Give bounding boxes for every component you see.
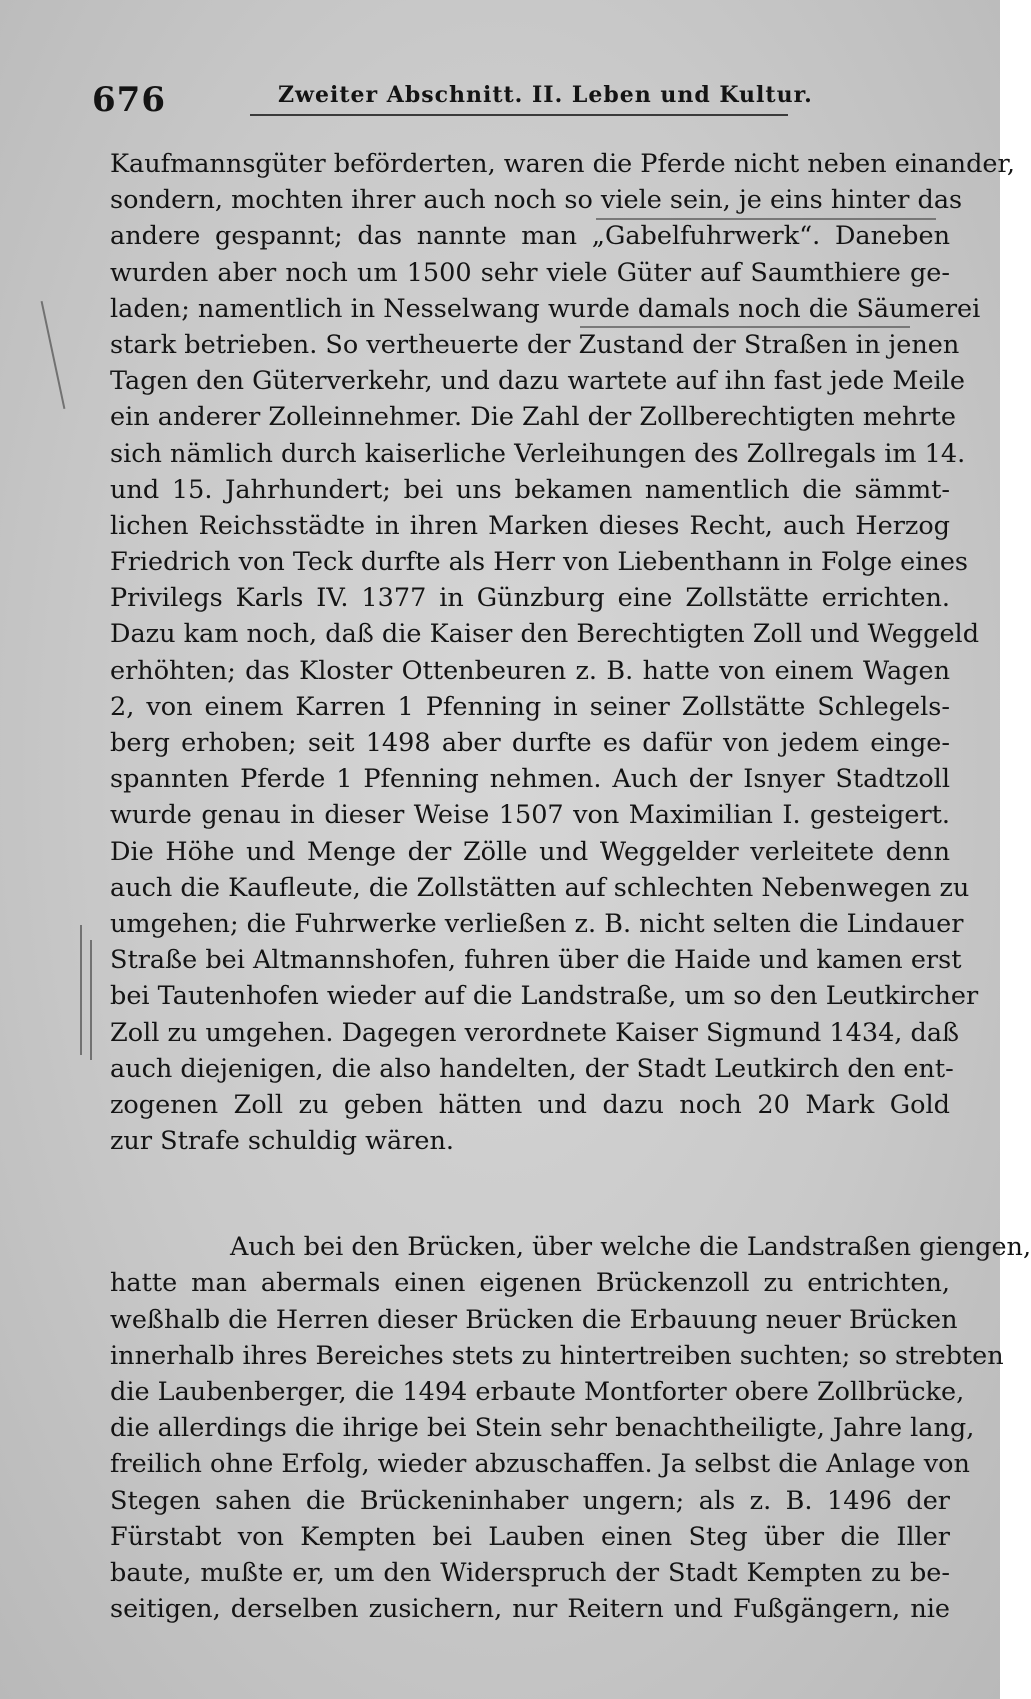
text-line: stark betrieben. So vertheuerte der Zustand der Straßen in jenen [110,329,960,360]
text-line: Stegen sahen die Brückeninhaber ungern; als z. B. 1496 der [110,1485,950,1516]
page-number: 676 [92,80,166,120]
margin-pencil-mark [41,301,66,409]
paragraph [110,1229,1031,1627]
text-line: berg erhoben; seit 1498 aber durfte es dafür von jedem einge- [110,728,950,758]
text-line: auch diejenigen, die also handelten, der Stadt Leutkirch den ent- [110,1053,954,1084]
text-line: weßhalb die Herren dieser Brücken die Erbauung neuer Brücken [110,1304,958,1335]
text-line: spannten Pferde 1 Pfenning nehmen. Auch der Isnyer Stadtzoll [110,764,950,795]
text-line: Friedrich von Teck durfte als Herr von Liebenthann in Folge eines [110,547,969,578]
margin-pencil-mark [90,940,92,1060]
text-line: baute, mußte er, um den Widerspruch der Stadt Kempten zu be- [110,1557,950,1588]
paragraph-gap [110,1159,950,1229]
text-line: sich nämlich durch kaiserliche Verleihungen des Zollregals im 14. [110,438,966,469]
text-line: und 15. Jahrhundert; bei uns bekamen namentlich die sämmt- [110,474,950,505]
text-line: bei Tautenhofen wieder auf die Landstraße, um so den Leutkircher [110,981,979,1012]
running-head: Zweiter Abschnitt. II. Leben und Kultur. [278,82,813,108]
paragraph [110,146,1015,1159]
text-line: 2, von einem Karren 1 Pfenning in seiner Zollstätte Schlegels- [110,691,950,722]
text-line: Die Höhe und Menge der Zölle und Weggelder verleitete denn [110,836,950,867]
text-line: Straße bei Altmannshofen, fuhren über die Haide und kamen erst [110,945,962,976]
text-line: laden; namentlich in Nesselwang wurde damals noch die Säumerei [110,293,981,324]
text-line: wurde genau in dieser Weise 1507 von Maximilian I. gesteigert. [110,800,950,831]
text-line: erhöhten; das Kloster Ottenbeuren z. B. hatte von einem Wagen [110,655,950,686]
text-line: wurden aber noch um 1500 sehr viele Güter auf Saumthiere ge- [110,257,950,288]
text-line: die allerdings die ihrige bei Stein sehr benachtheiligte, Jahre lang, [110,1413,975,1444]
text-line: zogenen Zoll zu geben hätten und dazu noch 20 Mark Gold [110,1089,950,1120]
text-line: zur Strafe schuldig wären. [110,1126,455,1157]
body-text [110,146,1031,1627]
text-line: auch die Kaufleute, die Zollstätten auf schlechten Nebenwegen zu [110,872,970,903]
header-rule [250,114,788,116]
text-line: sondern, mochten ihrer auch noch so viele sein, je eins hinter das [110,185,963,216]
text-line: andere gespannt; das nannte man „Gabelfuhrwerk“. Daneben [110,221,950,252]
text-line: ein anderer Zolleinnehmer. Die Zahl der Zollberechtigten mehrte [110,402,956,433]
text-line: Fürstabt von Kempten bei Lauben einen Steg über die Iller [110,1521,950,1552]
text-line: lichen Reichsstädte in ihren Marken dieses Recht, auch Herzog [110,510,950,541]
text-line: seitigen, derselben zusichern, nur Reitern und Fußgängern, nie [110,1594,950,1625]
margin-pencil-mark [80,925,82,1055]
text-line: hatte man abermals einen eigenen Brückenzoll zu entrichten, [110,1268,950,1299]
text-line: innerhalb ihres Bereiches stets zu hintertreiben suchten; so strebten [110,1340,1004,1371]
text-line: die Laubenberger, die 1494 erbaute Montforter obere Zollbrücke, [110,1377,965,1407]
text-line: Kaufmannsgüter beförderten, waren die Pferde nicht neben einander, [110,149,1015,179]
text-line: Privilegs Karls IV. 1377 in Günzburg eine Zollstätte errichten. [110,583,950,614]
text-line: Auch bei den Brücken, über welche die Landstraßen giengen, [230,1232,1031,1263]
text-line: Zoll zu umgehen. Dagegen verordnete Kaiser Sigmund 1434, daß [110,1017,960,1048]
text-line: umgehen; die Fuhrwerke verließen z. B. nicht selten die Lindauer [110,908,964,939]
text-line: freilich ohne Erfolg, wieder abzuschaffen. Ja selbst die Anlage von [110,1449,970,1480]
text-line: Tagen den Güterverkehr, und dazu wartete auf ihn fast jede Meile [110,366,965,397]
text-line: Dazu kam noch, daß die Kaiser den Berechtigten Zoll und Weggeld [110,619,980,650]
